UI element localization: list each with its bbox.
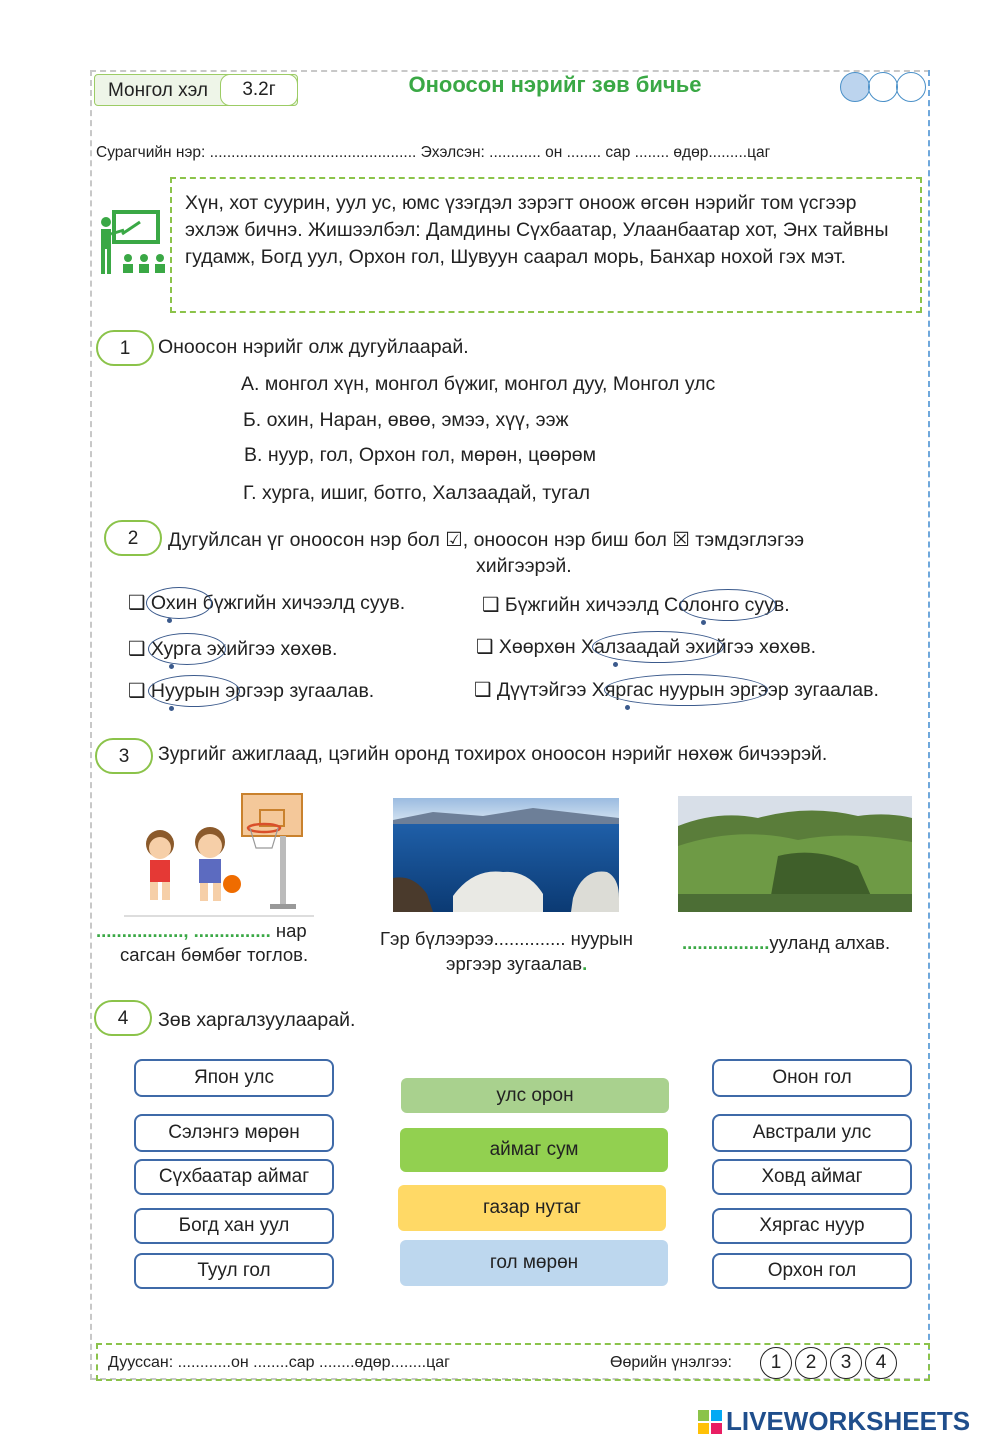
rule-text: Хүн, хот суурин, уул ус, юмс үзэгдэл зэрэгт оноож өгсөн нэрийг том үсгээр эхлэж бичнэ. Жишээлбэл: Дамдины Сүхбаатар, Улаанбаатар хот, Энх тайвны гудамж, Богд уул, Орхон гол, Шувуун саарал морь, Банхар нохой гэх мэт. xyxy=(185,192,889,268)
q2-sentence-2[interactable]: ❑ Бүжгийн хичээлд Солонго суув. xyxy=(482,594,790,616)
lesson-code: 3.2г xyxy=(220,74,298,106)
match-right-1[interactable]: Онон гол xyxy=(712,1059,912,1097)
rating-4[interactable]: 4 xyxy=(865,1347,897,1379)
q2-sentence-5[interactable]: ❑ Нуурын эргээр зугаалав. xyxy=(128,680,375,702)
rating-1[interactable]: 1 xyxy=(760,1347,792,1379)
match-left-4[interactable]: Богд хан уул xyxy=(134,1208,334,1244)
q1-option-b[interactable]: Б. охин, Наран, өвөө, эмээ, хүү, ээж xyxy=(243,409,569,431)
match-category-1[interactable]: улс орон xyxy=(401,1078,669,1113)
liveworksheets-watermark: LIVEWORKSHEETS xyxy=(726,1406,971,1436)
question-2-text-line1: Дугуйлсан үг оноосон нэр бол ☑, оноосон нэр биш бол ☒ тэмдэглэгээ xyxy=(168,529,805,551)
question-2-text-line2: хийгээрэй. xyxy=(476,555,572,577)
mountain-photo xyxy=(678,796,912,912)
match-right-5[interactable]: Орхон гол xyxy=(712,1253,912,1289)
match-left-5[interactable]: Туул гол xyxy=(134,1253,334,1289)
caption-2-line2 xyxy=(446,953,587,975)
match-left-3[interactable]: Сүхбаатар аймаг xyxy=(134,1159,334,1195)
lake-photo xyxy=(393,798,619,912)
basketball-kids-illustration xyxy=(124,792,314,917)
q2-sentence-6[interactable]: ❑ Дүүтэйгээ Хяргас нуурын эргээр зугаалав. xyxy=(474,679,879,701)
q1-option-c[interactable]: В. нуур, гол, Орхон гол, мөрөн, цөөрөм xyxy=(244,444,597,466)
question-4-text: Зөв харгалзуулаарай. xyxy=(158,1009,356,1031)
caption-3 xyxy=(682,932,890,954)
caption-3-blank[interactable]: ................. xyxy=(682,932,770,953)
question-1-text: Оноосон нэрийг олж дугуйлаарай. xyxy=(158,336,469,358)
circled-word-cloud xyxy=(604,674,768,706)
caption-1-line2: сагсан бөмбөг тоглов. xyxy=(120,944,309,965)
circled-word-cloud xyxy=(146,587,212,619)
caption-1-line1 xyxy=(96,920,307,942)
question-4-number: 4 xyxy=(94,1000,152,1036)
match-left-1[interactable]: Япон улс xyxy=(134,1059,334,1097)
page-frame-right-edge xyxy=(928,70,930,1380)
teacher-icon xyxy=(96,208,168,278)
question-1-number: 1 xyxy=(96,330,154,366)
liveworksheets-logo-icon xyxy=(698,1410,722,1434)
q2-sentence-3[interactable]: ❑ Хурга эхийгээ хөхөв. xyxy=(128,638,338,660)
subject-label: Монгол хэл xyxy=(108,80,208,101)
caption-1-tail: нар xyxy=(270,920,307,941)
question-3-number: 3 xyxy=(95,738,153,774)
match-category-4[interactable]: гол мөрөн xyxy=(400,1240,668,1286)
finished-line: Дууссан: ............он ........сар ........өдөр........цаг xyxy=(108,1354,451,1371)
question-2-number: 2 xyxy=(104,520,162,556)
caption-2-text: эргээр зугаалав xyxy=(446,953,583,974)
q1-option-d[interactable]: Г. хурга, ишиг, ботго, Халзаадай, тугал xyxy=(243,482,591,504)
caption-3-tail: ууланд алхав. xyxy=(769,932,891,953)
match-right-4[interactable]: Хяргас нуур xyxy=(712,1208,912,1244)
question-3-text: Зургийг ажиглаад, цэгийн оронд тохирох оноосон нэрийг нөхөж бичээрэй. xyxy=(158,743,828,765)
page-title: Оноосон нэрийг зөв бичье xyxy=(408,72,702,97)
q2-sentence-4[interactable]: ❑ Хөөрхөн Халзаадай эхийгээ хөхөв. xyxy=(476,636,817,658)
caption-2-line1[interactable]: Гэр бүлээрээ.............. нуурын xyxy=(380,928,633,949)
circled-word-cloud xyxy=(680,589,776,621)
match-left-2[interactable]: Сэлэнгэ мөрөн xyxy=(134,1114,334,1152)
student-info-line: Сурагчийн нэр: ................................................ Эхэлсэн: ............ он ........ сар ........ өдөр.........цаг xyxy=(96,144,771,161)
circled-word-cloud xyxy=(148,675,240,707)
rating-3[interactable]: 3 xyxy=(830,1347,862,1379)
match-category-2[interactable]: аймаг сум xyxy=(400,1128,668,1172)
match-category-3[interactable]: газар нутаг xyxy=(398,1185,666,1231)
circled-word-cloud xyxy=(592,631,724,663)
rating-2[interactable]: 2 xyxy=(795,1347,827,1379)
caption-1-blank[interactable]: ................., ............... xyxy=(96,920,271,941)
match-right-3[interactable]: Ховд аймаг xyxy=(712,1159,912,1195)
circled-word-cloud xyxy=(148,633,226,665)
self-rating-label: Өөрийн үнэлгээ: xyxy=(610,1354,732,1371)
caption-2-dot: . xyxy=(582,953,588,974)
q2-sentence-1[interactable]: ❑ Охин бүжгийн хичээлд суув. xyxy=(128,592,406,614)
q1-option-a[interactable]: А. монгол хүн, монгол бүжиг, монгол дуу, Монгол улс xyxy=(241,373,716,395)
match-right-2[interactable]: Австрали улс xyxy=(712,1114,912,1152)
